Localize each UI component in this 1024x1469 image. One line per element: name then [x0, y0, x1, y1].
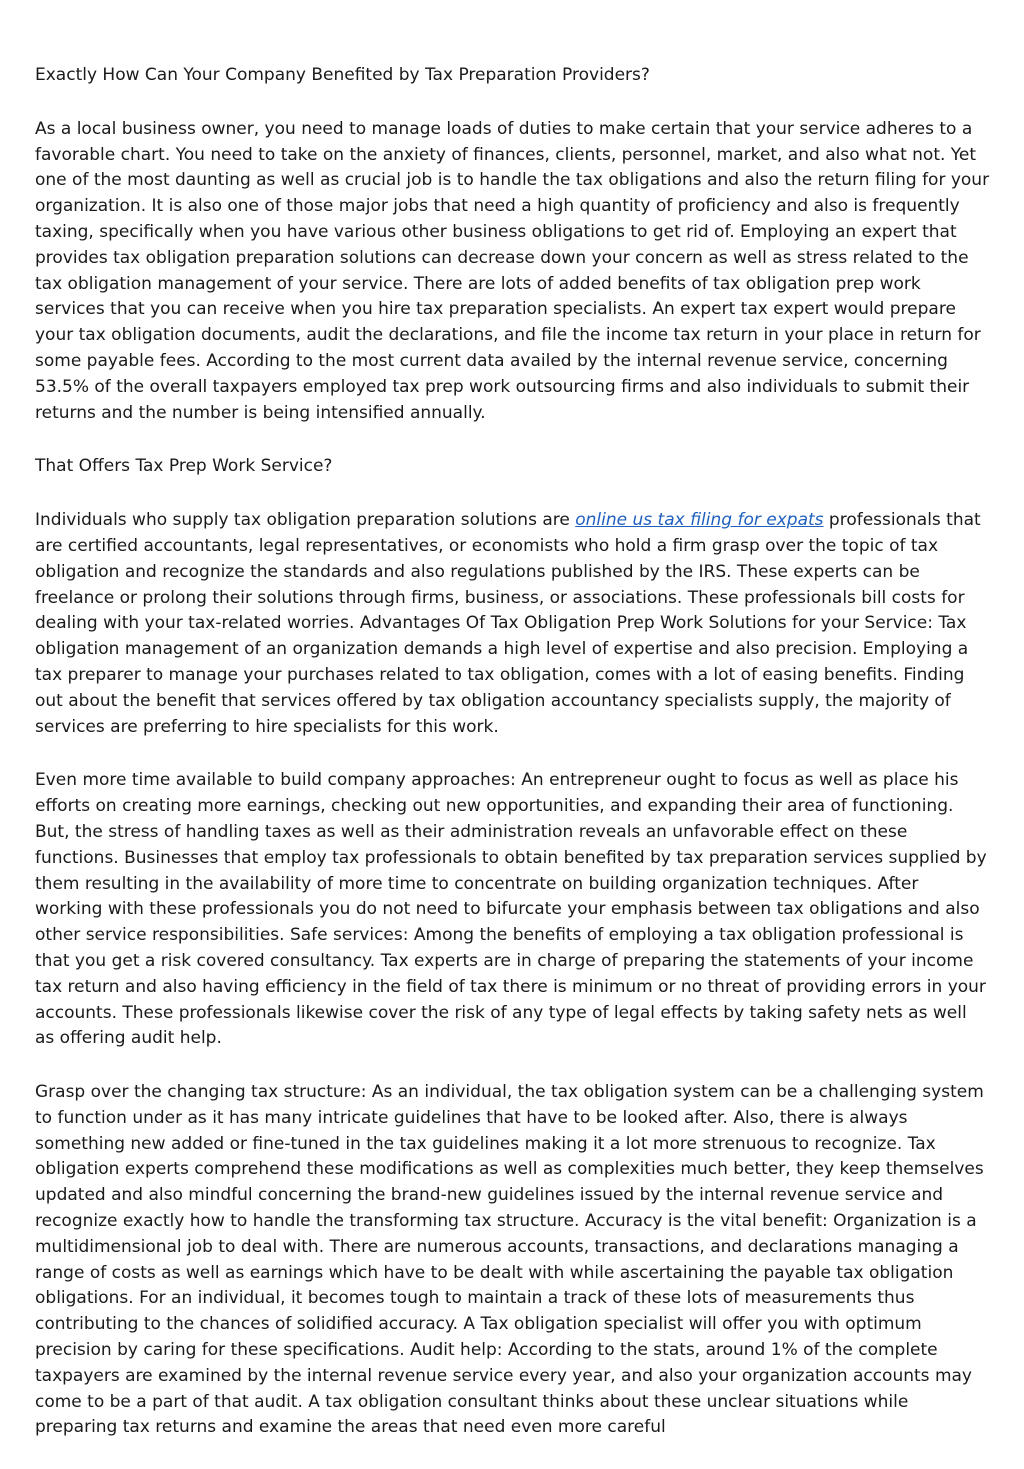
- document-body: [35, 63, 991, 1469]
- expat-tax-filing-link[interactable]: online us tax filing for expats: [575, 510, 824, 531]
- paragraph-tax-structure: Grasp over the changing tax structure: As an individual, the tax obligation system can be a challenging system to function under as it has many intricate guidelines that have to be looked after. Also, there is always something new added or fine-tuned in the tax guidelines making it a lot more strenuous to recognize. Tax obligation experts comprehend these modifications as well as complexities much better, they keep themselves updated and also mindful concerning the brand-new guidelines issued by the internal revenue service and recognize exactly how to handle the transforming tax structure. Accuracy is the vital benefit: Organization is a multidimensional job to deal with. There are numerous accounts, transactions, and declarations managing a range of costs as well as earnings which have to be dealt with while ascertaining the payable tax obligation obligations. For an individual, it becomes tough to maintain a track of these lots of measurements thus contributing to the chances of solidified accuracy. A Tax obligation specialist will offer you with optimum precision by caring for these specifications. Audit help: According to the stats, around 1% of the complete taxpayers are examined by the internal revenue service every year, and also your organization accounts may come to be a part of that audit. A tax obligation consultant thinks about these unclear situations while preparing tax returns and examine the areas that need even more careful: [35, 1082, 984, 1438]
- paragraph-providers-text-start: Individuals who supply tax obligation preparation solutions are: [35, 510, 576, 531]
- paragraph-intro: As a local business owner, you need to manage loads of duties to make certain that your service adheres to a favorable chart. You need to take on the anxiety of finances, clients, personnel, market, and also what not. Yet one of the most daunting as well as crucial job is to handle the tax obligations and also the return filing for your organization. It is also one of those major jobs that need a high quantity of proficiency and also is frequently taxing, specifically when you have various other business obligations to get rid of. Employing an expert that provides tax obligation preparation solutions can decrease down your concern as well as stress related to the tax obligation management of your service. There are lots of added benefits of tax obligation prep work services that you can receive when you hire tax preparation specialists. An expert tax expert would prepare your tax obligation documents, audit the declarations, and file the income tax return in your place in return for some payable fees. According to the most current data availed by the internal revenue service, concerning 53.5% of the overall taxpayers employed tax prep work outsourcing firms and also individuals to submit their returns and the number is being intensified annually.: [35, 118, 990, 423]
- heading-benefits: Exactly How Can Your Company Benefited by Tax Preparation Providers?: [35, 65, 650, 85]
- paragraph-providers-text-end: professionals that are certified accountants, legal representatives, or economists who hold a firm grasp over the topic of tax obligation and recognize the standards and also regulations published by the IRS. These experts can be freelance or prolong their solutions through firms, business, or associations. These professionals bill costs for dealing with your tax-related worries. Advantages Of Tax Obligation Prep Work Solutions for your Service: Tax obligation management of an organization demands a high level of expertise and also precision. Employing a tax preparer to manage your purchases related to tax obligation, comes with a lot of easing benefits. Finding out about the benefit that services offered by tax obligation accountancy specialists supply, the majority of services are preferring to hire specialists for this work.: [35, 510, 981, 737]
- paragraph-providers: [35, 508, 991, 740]
- heading-who-offers: That Offers Tax Prep Work Service?: [35, 456, 333, 477]
- paragraph-time-benefits: Even more time available to build company approaches: An entrepreneur ought to focus as well as place his efforts on creating more earnings, checking out new opportunities, and expanding their area of functioning. But, the stress of handling taxes as well as their administration reveals an unfavorable effect on these functions. Businesses that employ tax professionals to obtain benefited by tax preparation services supplied by them resulting in the availability of more time to concentrate on building organization techniques. After working with these professionals you do not need to bifurcate your emphasis between tax obligations and also other service responsibilities. Safe services: Among the benefits of employing a tax obligation professional is that you get a risk covered consultancy. Tax experts are in charge of preparing the statements of your income tax return and also having efficiency in the field of tax there is minimum or no threat of providing errors in your accounts. These professionals likewise cover the risk of any type of legal effects by taking safety nets as well as offering audit help.: [35, 770, 987, 1049]
